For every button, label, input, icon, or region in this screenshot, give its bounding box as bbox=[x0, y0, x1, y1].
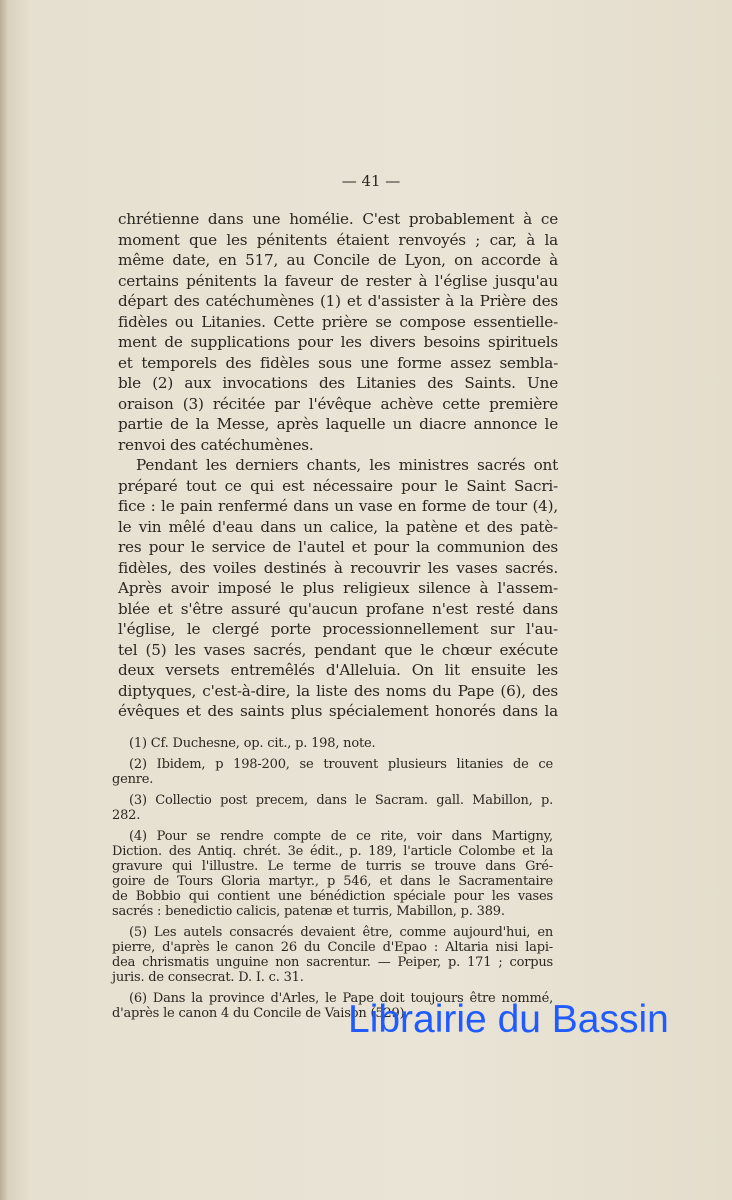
text-line: moment que les pénitents étaient renvoyés ; car, à la bbox=[118, 230, 558, 249]
text-line: préparé tout ce qui est nécessaire pour le Saint Sacri- bbox=[118, 476, 558, 495]
text-line: ble (2) aux invocations des Litanies des Saints. Une bbox=[118, 374, 558, 392]
footnote-line: Diction. des Antiq. chrét. 3e édit., p. 189, l'article Colombe et la bbox=[112, 844, 553, 859]
footnote-line: gravure qui l'illustre. Le terme de turris se trouve dans Gré- bbox=[112, 859, 553, 874]
text-line: chrétienne dans une homélie. C'est probablement à ce bbox=[118, 210, 558, 228]
text-line: fidèles ou Litanies. Cette prière se compose essentielle- bbox=[118, 312, 558, 331]
footnote-line: juris. de consecrat. D. I. c. 31. bbox=[112, 970, 304, 985]
footnote-line: genre. bbox=[112, 772, 154, 787]
footnote-line: pierre, d'après le canon 26 du Concile d'Epao : Altaria nisi lapi- bbox=[112, 940, 553, 955]
text-line: évêques et des saints plus spécialement honorés dans la bbox=[118, 702, 558, 720]
text-line: Pendant les derniers chants, les ministres sacrés ont bbox=[136, 456, 558, 474]
footnote-line: d'après le canon 4 du Concile de Vaison (529). bbox=[112, 1006, 409, 1021]
watermark: Librairie du Bassin bbox=[348, 998, 669, 1041]
text-line: même date, en 517, au Concile de Lyon, on accorde à bbox=[118, 251, 558, 269]
text-line: renvoi des catéchumènes. bbox=[118, 435, 314, 454]
footnote-line: (5) Les autels consacrés devaient être, comme aujourd'hui, en bbox=[129, 925, 553, 940]
footnote-line: goire de Tours Gloria martyr., p 546, et dans le Sacramentaire bbox=[112, 874, 553, 889]
text-line: blée et s'être assuré qu'aucun profane n'est resté dans bbox=[118, 599, 558, 618]
text-line: res pour le service de l'autel et pour la communion des bbox=[118, 538, 558, 556]
footnotes bbox=[112, 736, 553, 1027]
text-line: diptyques, c'est-à-dire, la liste des noms du Pape (6), des bbox=[118, 681, 558, 700]
footnote-line: (2) Ibidem, p 198-200, se trouvent plusieurs litanies de ce bbox=[129, 757, 553, 772]
footnote-line: (4) Pour se rendre compte de ce rite, voir dans Martigny, bbox=[129, 829, 553, 844]
footnote-line: sacrés : benedictio calicis, patenæ et turris, Mabillon, p. 389. bbox=[112, 904, 505, 919]
footnote-line: (3) Collectio post precem, dans le Sacram. gall. Mabillon, p. bbox=[129, 793, 553, 808]
text-line: Après avoir imposé le plus religieux silence à l'assem- bbox=[118, 579, 558, 597]
text-line: ment de supplications pour les divers besoins spirituels bbox=[118, 333, 558, 351]
text-line: deux versets entremêlés d'Alleluia. On lit ensuite les bbox=[118, 661, 558, 679]
main-text bbox=[118, 209, 558, 722]
text-line: départ des catéchumènes (1) et d'assister à la Prière des bbox=[118, 292, 558, 310]
text-line: oraison (3) récitée par l'évêque achève cette première bbox=[118, 394, 558, 413]
text-line: certains pénitents la faveur de rester à l'église jusqu'au bbox=[118, 271, 558, 290]
footnote-line: de Bobbio qui contient une bénédiction spéciale pour les vases bbox=[112, 889, 553, 904]
text-line: fice : le pain renfermé dans un vase en forme de tour (4), bbox=[118, 497, 558, 515]
text-line: tel (5) les vases sacrés, pendant que le chœur exécute bbox=[118, 640, 558, 659]
footnote-line: 282. bbox=[112, 808, 141, 823]
text-line: partie de la Messe, après laquelle un diacre annonce le bbox=[118, 415, 558, 433]
footnote-line: (6) Dans la province d'Arles, le Pape doit toujours être nommé, bbox=[129, 991, 553, 1006]
page-number: — 41 — bbox=[341, 172, 401, 190]
text-line: fidèles, des voiles destinés à recouvrir les vases sacrés. bbox=[118, 558, 558, 577]
footnote-line: (1) Cf. Duchesne, op. cit., p. 198, note. bbox=[129, 736, 376, 751]
text-line: le vin mêlé d'eau dans un calice, la patène et des patè- bbox=[118, 517, 558, 536]
footnote-line: dea chrismatis unguine non sacrentur. — Peiper, p. 171 ; corpus bbox=[112, 955, 553, 970]
text-line: et temporels des fidèles sous une forme assez sembla- bbox=[118, 353, 558, 372]
text-line: l'église, le clergé porte processionnellement sur l'au- bbox=[118, 620, 558, 638]
